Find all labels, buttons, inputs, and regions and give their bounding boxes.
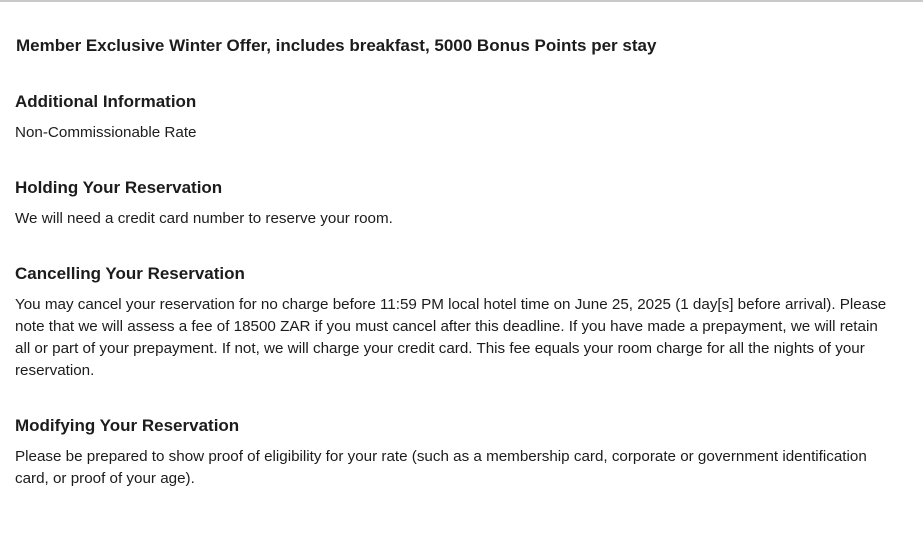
additional-information-section	[15, 92, 895, 144]
top-divider	[0, 0, 923, 2]
offer-title: Member Exclusive Winter Offer, includes breakfast, 5000 Bonus Points per stay	[16, 36, 657, 55]
section-body: We will need a credit card number to reserve your room.	[15, 210, 393, 227]
section-title: Additional Information	[15, 92, 197, 111]
section-body: You may cancel your reservation for no charge before 11:59 PM local hotel time on June 25, 2025 (1 day[s] before arrival). Please note that we will assess a fee of 18500 ZAR if you must cancel after this deadline. If you have made a prepayment, we will retain all or part of your prepayment. If not, we will charge your credit card. This fee equals your room charge for all the nights of your reservation.	[15, 296, 887, 379]
section-title: Holding Your Reservation	[15, 178, 223, 197]
section-title: Modifying Your Reservation	[15, 416, 240, 435]
section-title: Cancelling Your Reservation	[15, 264, 245, 283]
section-body: Non-Commissionable Rate	[15, 124, 197, 141]
section-body: Please be prepared to show proof of eligibility for your rate (such as a membership card, corporate or government identification card, or proof of your age).	[15, 448, 867, 487]
cancelling-reservation-section	[15, 264, 895, 382]
modifying-reservation-section	[15, 416, 895, 490]
holding-reservation-section	[15, 178, 895, 230]
